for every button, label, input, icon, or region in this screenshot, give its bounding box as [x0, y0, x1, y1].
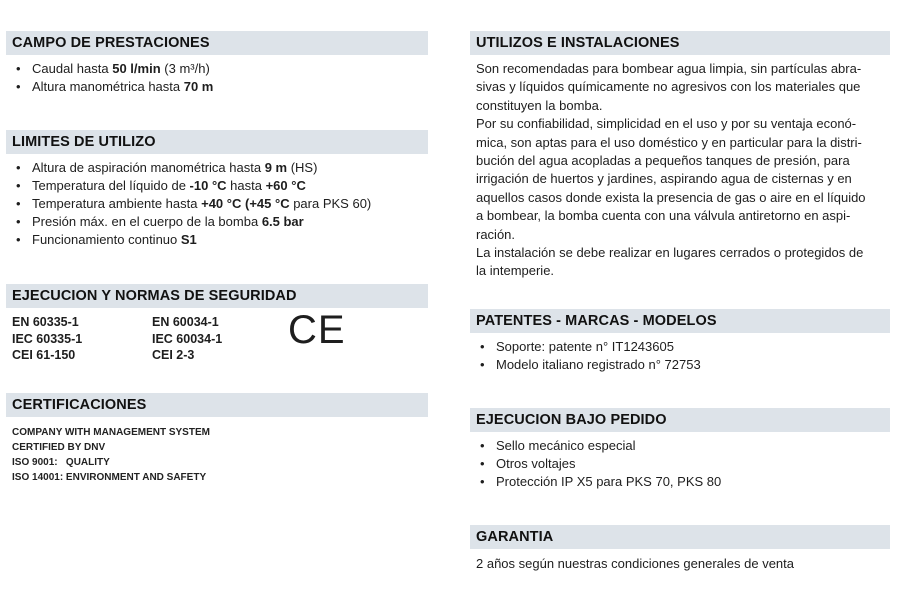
text-line: Por su confiabilidad, simplicidad en el uso y por su ventaja econó- [476, 116, 857, 132]
cert-line: ISO 9001: QUALITY [12, 457, 110, 468]
text-line: irrigación de huertos y jardines, aspirando agua de cisternas y en [476, 171, 852, 187]
text-line: La instalación se debe realizar en lugares cerrados o protegidos de [476, 245, 864, 261]
list-item: • Caudal hasta 50 l/min (3 m³/h) [16, 60, 428, 78]
norm-item: EN 60034-1 [152, 315, 219, 329]
list-item: • Funcionamiento continuo S1 [16, 231, 428, 249]
bajo-pedido-section [470, 408, 890, 491]
text-line: ración. [476, 226, 516, 242]
list-item: • Altura de aspiración manométrica hasta 9 m (HS) [16, 159, 428, 177]
ejecucion-section [6, 284, 428, 374]
list-item: • Otros voltajes [480, 455, 890, 473]
text-line: mica, son aptas para el uso doméstico y en particular para la distri- [476, 134, 862, 150]
list-item: • Temperatura ambiente hasta +40 °C (+45 °C para PKS 60) [16, 195, 428, 213]
cert-line: COMPANY WITH MANAGEMENT SYSTEM [12, 427, 210, 438]
limites-title: LIMITES DE UTILIZO [6, 130, 428, 154]
text-line: a bombear, la bomba cuenta con una válvula antiretorno en aspi- [476, 208, 851, 224]
utilizos-text [476, 60, 890, 281]
text-line: sivas y líquidos químicamente no agresivos con los materiales que [476, 79, 861, 95]
limites-list [6, 159, 428, 249]
norm-item: CEI 2-3 [152, 348, 195, 362]
utilizos-title: UTILIZOS E INSTALACIONES [470, 31, 890, 55]
list-item: • Protección IP X5 para PKS 70, PKS 80 [480, 473, 890, 491]
list-item: • Modelo italiano registrado n° 72753 [480, 356, 890, 374]
campo-list [6, 60, 428, 96]
certificaciones-section [6, 393, 428, 485]
text-line: aquellos casos donde exista la presencia de gas o aire en el líquido [476, 189, 866, 205]
list-item: • Temperatura del líquido de -10 °C hasta +60 °C [16, 177, 428, 195]
certificaciones-text [12, 425, 428, 485]
bajo-pedido-title: EJECUCION BAJO PEDIDO [470, 408, 890, 432]
cert-line: CERTIFIED BY DNV [12, 442, 106, 453]
campo-title: CAMPO DE PRESTACIONES [6, 31, 428, 55]
norm-item: EN 60335-1 [12, 315, 79, 329]
norm-item: CEI 61-150 [12, 348, 76, 362]
patentes-section [470, 309, 890, 374]
norm-item: IEC 60335-1 [12, 331, 83, 346]
patentes-list [470, 338, 890, 374]
patentes-title: PATENTES - MARCAS - MODELOS [470, 309, 890, 333]
garantia-title: GARANTIA [470, 525, 890, 549]
cert-line: ISO 14001: ENVIRONMENT AND SAFETY [12, 472, 207, 483]
utilizos-section [470, 31, 890, 281]
norm-item: IEC 60034-1 [152, 331, 223, 346]
ejecucion-title: EJECUCION Y NORMAS DE SEGURIDAD [6, 284, 428, 308]
certificaciones-title: CERTIFICACIONES [6, 393, 428, 417]
text-line: constituyen la bomba. [476, 97, 603, 113]
limites-section [6, 130, 428, 249]
text-line: Son recomendadas para bombear agua limpia, sin partículas abra- [476, 61, 862, 76]
garantia-text: 2 años según nuestras condiciones generales de venta [476, 556, 794, 571]
campo-section [6, 31, 428, 96]
norms-column-1 [12, 314, 82, 364]
list-item: • Altura manométrica hasta 70 m [16, 78, 428, 96]
list-item: • Soporte: patente n° IT1243605 [480, 338, 890, 356]
text-line: la intemperie. [476, 263, 555, 279]
bajo-pedido-list [470, 437, 890, 491]
text-line: bución del agua acopladas a pequeños tanques de presión, para [476, 153, 850, 169]
list-item: • Presión máx. en el cuerpo de la bomba 6.5 bar [16, 213, 428, 231]
norms-column-2 [152, 314, 222, 364]
ce-mark-logo: CE [288, 308, 346, 352]
norms-block [6, 308, 428, 374]
list-item: • Sello mecánico especial [480, 437, 890, 455]
garantia-section [470, 525, 890, 573]
